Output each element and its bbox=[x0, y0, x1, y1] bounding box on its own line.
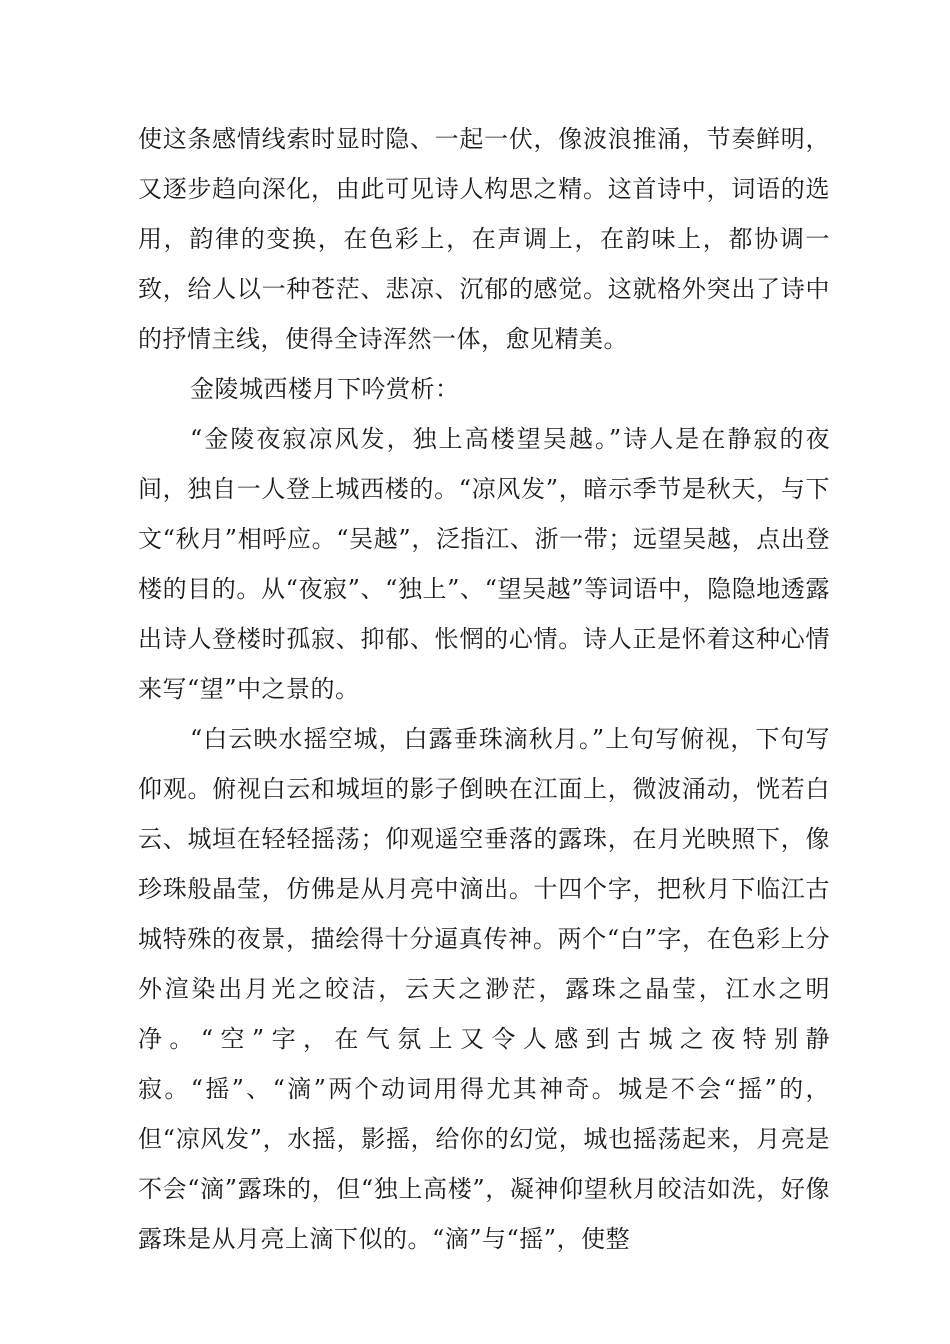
paragraph-continuation: 使这条感情线索时显时隐、一起一伏，像波浪推涌，节奏鲜明，又逐步趋向深化，由此可见诗人构思之精。这首诗中，词语的选用，韵律的变换，在色彩上，在声调上，在韵味上，都协调一致，给人以一种苍茫、悲凉、沉郁的感觉。这就格外突出了诗中的抒情主线，使得全诗浑然一体，愈见精美。 bbox=[138, 125, 830, 353]
paragraph-second-couplet: “白云映水摇空城，白露垂珠滴秋月。”上句写俯视，下句写仰观。俯视白云和城垣的影子倒映在江面上，微波涌动，恍若白云、城垣在轻轻摇荡；仰观遥空垂落的露珠，在月光映照下，像珍珠般晶莹，仿佛是从月亮中滴出。十四个字，把秋月下临江古城特殊的夜景，描绘得十分逼真传神。两个“白”字，在色彩上分外渲染出月光之皎洁，云天之渺茫，露珠之晶莹，江水之明净。“空”字，在气氛上又令人感到古城之夜特别静寂。“摇”、“滴”两个动词用得尤其神奇。城是不会“摇”的，但“凉风发”，水摇，影摇，给你的幻觉，城也摇荡起来，月亮是不会“滴”露珠的，但“独上高楼”，凝神仰望秋月皎洁如洗，好像露珠是从月亮上滴下似的。“滴”与“摇”，使整 bbox=[138, 725, 830, 1253]
document-body bbox=[138, 114, 830, 1264]
section-heading: 金陵城西楼月下吟赏析： bbox=[190, 375, 460, 403]
paragraph-first-couplet: “金陵夜寂凉风发，独上高楼望吴越。”诗人是在静寂的夜间，独自一人登上城西楼的。“凉风发”，暗示季节是秋天，与下文“秋月”相呼应。“吴越”，泛指江、浙一带；远望吴越，点出登楼的目的。从“夜寂”、“独上”、“望吴越”等词语中，隐隐地透露出诗人登楼时孤寂、抑郁、怅惘的心情。诗人正是怀着这种心情来写“望”中之景的。 bbox=[138, 425, 830, 703]
